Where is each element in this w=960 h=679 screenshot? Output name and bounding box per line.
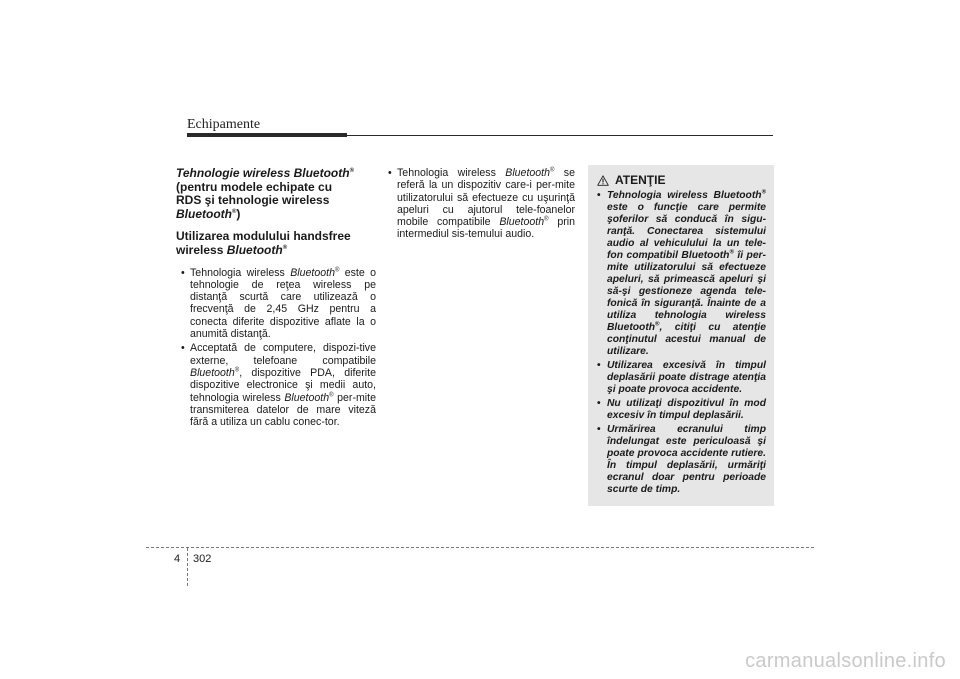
watermark: carmanualsonline.info: [745, 650, 946, 672]
list-item: • Urmărirea ecranului timp îndelungat este periculoasă şi poate provoca accidente rutiere. În timpul deplasării, urmăriţi ecranul doar pentru perioade scurte de timp.: [594, 424, 766, 496]
list-item: • Acceptată de computere, dispozi-tive externe, telefoane compatibile Bluetooth®, dispozitive PDA, diferite dispozitive electronice şi medii auto, tehnologia wireless Bluetooth® per-mite transmiterea datelor de mare viteză fără a utiliza un cablu conec-tor.: [176, 342, 376, 428]
warning-list: [588, 190, 774, 496]
middle-column: [383, 167, 575, 241]
list-item: • Tehnologia wireless Bluetooth® este o funcţie care permite şoferilor să conducă în sigu-ranţă. Conectarea sistemului audio al vehiculului la un tele-fon compatibil Bluetooth® îi per-mite utilizatorului să efectueze apeluri, să primească apeluri şi să-şi gestioneze agenda tele-fonică în siguranţă. Înainte de a utiliza tehnologia wireless Bluetooth®, citiţi cu atenţie conţinutul acestui manual de utilizare.: [594, 190, 766, 358]
section-heading-handsfree: Utilizarea modulului handsfree wireless Bluetooth®: [176, 229, 351, 257]
chapter-number: 4: [174, 553, 181, 565]
section-heading-bluetooth: Tehnologie wireless Bluetooth® (pentru modele echipate cu RDS şi tehnologie wireless Bluetooth®): [176, 166, 354, 221]
left-column: [176, 167, 376, 428]
list-item: • Utilizarea excesivă în timpul deplasării poate distrage atenţia şi poate provoca accidente.: [594, 360, 766, 396]
registered-mark: ®: [232, 208, 237, 215]
registered-mark: ®: [349, 168, 354, 174]
bluetooth-info-list: [176, 267, 376, 429]
list-item: • Nu utilizaţi dispozitivul în mod excesiv în timpul deplasării.: [594, 398, 766, 422]
warning-triangle-icon: [597, 175, 609, 186]
warning-box: [588, 165, 774, 506]
header-accent-bar: [187, 133, 347, 137]
list-item: • Tehnologia wireless Bluetooth® este o tehnologie de reţea wireless pe distanţă scurtă care utilizează o frecvenţă de 2,45 GHz pentru a conecta diferite dispozitive aflate la o anumită distanţă.: [176, 267, 376, 341]
warning-title: ATENŢIE: [615, 173, 666, 187]
bluetooth-usage-list: [383, 167, 575, 241]
registered-mark: ®: [282, 244, 288, 251]
warning-header: [597, 173, 774, 187]
page-number: 302: [193, 553, 212, 565]
page-number-divider: [187, 548, 188, 586]
section-title: Echipamente: [187, 117, 261, 132]
footer-divider: [146, 547, 814, 548]
list-item: • Tehnologia wireless Bluetooth® se referă la un dispozitiv care-i per-mite utilizatorului să efectueze cu uşurinţă apeluri cu ajutorul tele-foanelor mobile compatibile Bluetooth® prin intermediul sis-temului audio.: [383, 167, 575, 241]
header-rule: [347, 135, 773, 136]
